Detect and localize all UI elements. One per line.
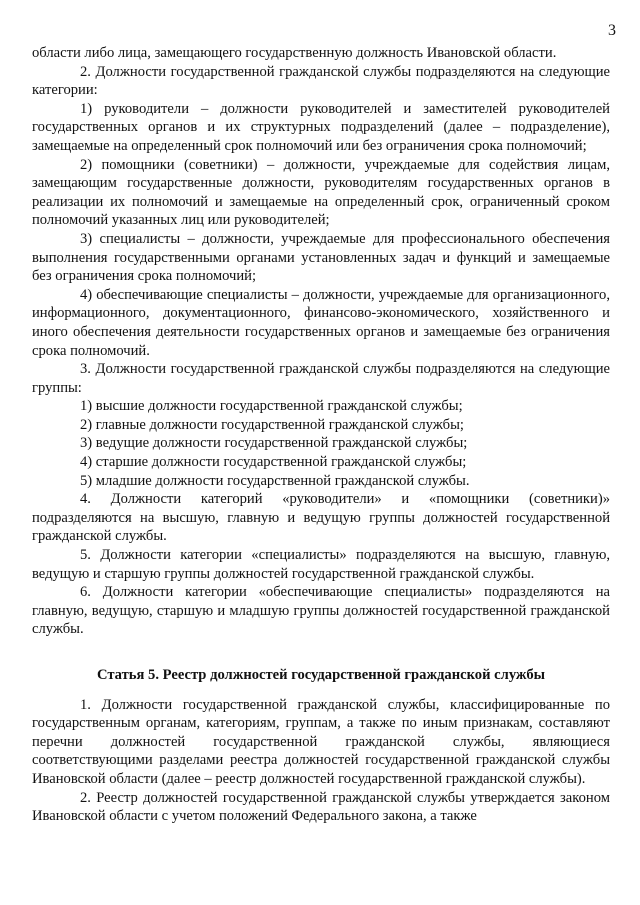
list-item: 2) главные должности государственной гражданской службы;	[80, 416, 464, 433]
page-number: 3	[608, 22, 616, 39]
list-item: 1) руководители – должности руководителей и заместителей руководителей государственных органов и их структурных подразделений (далее – подразделение), замещаемые на определенный срок полномочий или без ограничения срока полномочий;	[32, 100, 610, 154]
document-body	[32, 44, 610, 826]
article-heading: Статья 5. Реестр должностей государственной гражданской службы	[96, 667, 546, 683]
paragraph: 3. Должности государственной гражданской службы подразделяются на следующие группы:	[32, 361, 610, 396]
paragraph: 4. Должности категорий «руководители» и «помощники (советники)» подразделяются на высшую, главную и ведущую группы должностей государственной гражданской службы.	[32, 491, 610, 545]
paragraph: 5. Должности категории «специалисты» подразделяются на высшую, главную, ведущую и старшую группы должностей государственной гражданской службы.	[32, 547, 610, 582]
list-item: 4) старшие должности государственной гражданской службы;	[80, 454, 467, 471]
list-item: 3) специалисты – должности, учреждаемые для профессионального обеспечения выполнения государственными органами установленных задач и функций и замещаемые без ограничения срока полномочий;	[32, 230, 610, 285]
paragraph: 2. Должности государственной гражданской службы подразделяются на следующие категории:	[32, 63, 610, 99]
list-item: 4) обеспечивающие специалисты – должности, учреждаемые для организационного, информационного, документационного, финансово-экономического, хозяйственного и иного обеспечения деятельности государственных органов и замещаемые без ограничения срока полномочий.	[32, 286, 610, 359]
paragraph: 2. Реестр должностей государственной гражданской службы утверждается законом Ивановской области с учетом положений Федерального закона, а также	[32, 789, 610, 825]
list-item: 3) ведущие должности государственной гражданской службы;	[80, 435, 468, 452]
list-item: 2) помощники (советники) – должности, учреждаемые для содействия лицам, замещающим государственные должности, руководителям государственных органов в реализации их полномочий и замещаемые на определенный срок, ограниченный сроком полномочий указанных лиц или руководителей;	[32, 156, 610, 229]
paragraph: области либо лица, замещающего государственную должность Ивановской области.	[32, 45, 557, 61]
list-item: 5) младшие должности государственной гражданской службы.	[80, 472, 470, 489]
paragraph: 6. Должности категории «обеспечивающие специалисты» подразделяются на главную, ведущую, старшую и младшую группы должностей государственной гражданской службы.	[32, 584, 610, 638]
list-item: 1) высшие должности государственной гражданской службы;	[80, 398, 463, 415]
paragraph: 1. Должности государственной гражданской службы, классифицированные по государственным органам, категориям, группам, а также по иным признакам, составляют перечни должностей государственной гражданской службы, являющиеся соответствующими разделами реестра должностей государственной гражданской службы Ивановской области (далее – реестр должностей государственной гражданской службы).	[32, 696, 610, 787]
